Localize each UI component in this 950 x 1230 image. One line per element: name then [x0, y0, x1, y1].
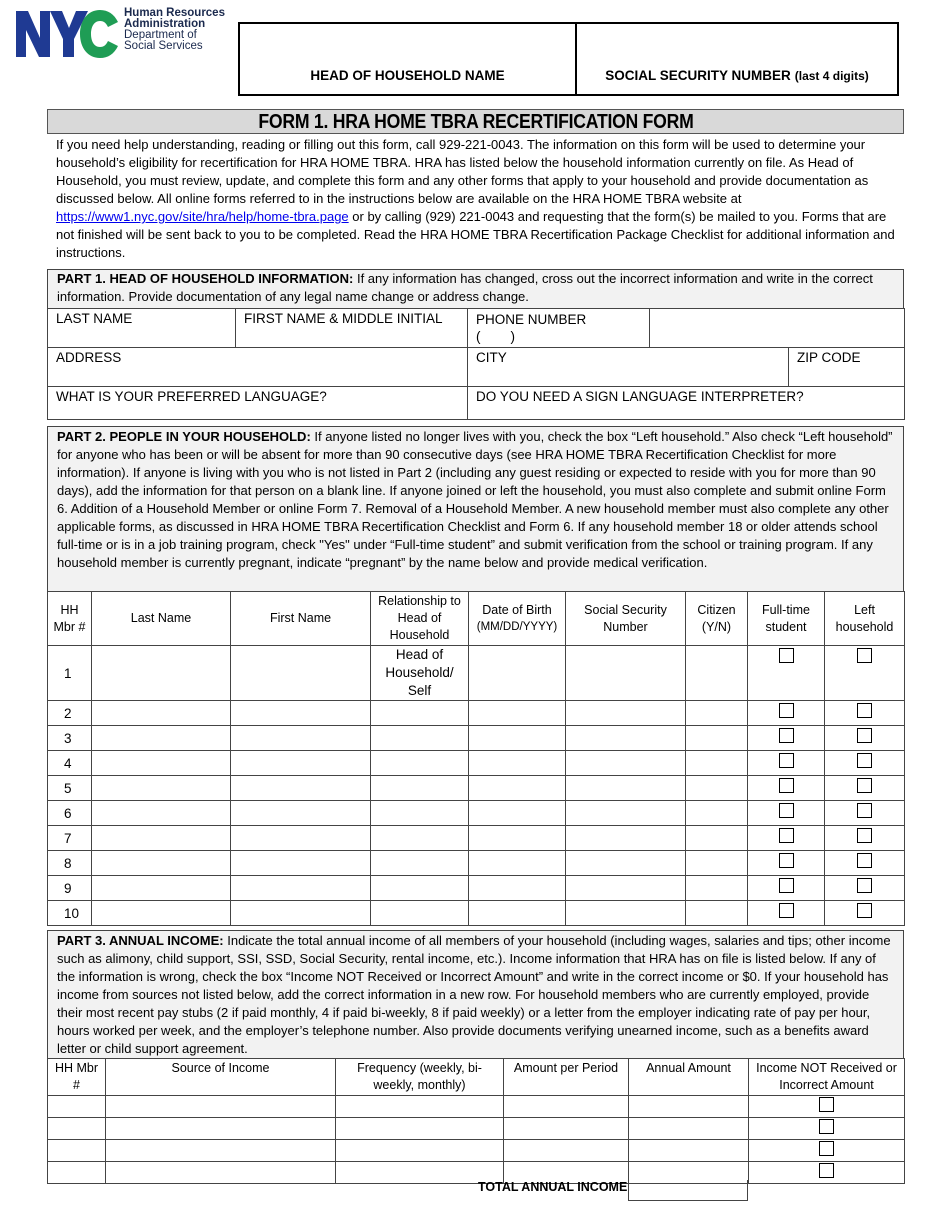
- income-not-received-checkbox[interactable]: [819, 1097, 834, 1112]
- inc-source-cell[interactable]: [106, 1140, 336, 1162]
- hra-logo: [14, 8, 229, 64]
- col-citizen-label: Citizen: [697, 602, 736, 617]
- ssn-field[interactable]: [575, 22, 899, 96]
- income-header-row: [48, 1059, 905, 1096]
- hh-mbr-number: 9: [48, 876, 92, 901]
- part2-section: [47, 426, 904, 926]
- first-name-cell[interactable]: [231, 801, 371, 826]
- inc-hh-mbr-cell[interactable]: [48, 1140, 106, 1162]
- inc-annual-cell[interactable]: [629, 1096, 749, 1118]
- last-name-label: LAST NAME: [56, 311, 133, 326]
- left-household-checkbox[interactable]: [857, 903, 872, 918]
- household-row: [48, 851, 905, 876]
- ssn-cell[interactable]: [566, 776, 686, 801]
- hh-mbr-number: 6: [48, 801, 92, 826]
- part1-heading: PART 1. HEAD OF HOUSEHOLD INFORMATION:: [57, 271, 354, 286]
- col-dob: [469, 592, 566, 646]
- part2-instructions: [47, 426, 904, 591]
- student-checkbox[interactable]: [779, 648, 794, 663]
- relationship-cell[interactable]: [371, 776, 469, 801]
- income-not-received-cell: [749, 1162, 905, 1184]
- inc-hh-mbr-cell[interactable]: [48, 1162, 106, 1184]
- hh-mbr-number: 1: [48, 646, 92, 701]
- address-label: ADDRESS: [56, 350, 122, 365]
- nyc-logo-mark: [14, 8, 120, 60]
- household-row: [48, 826, 905, 851]
- inc-col-not-received: Income NOT Received or Incorrect Amount: [749, 1059, 905, 1096]
- relationship-cell[interactable]: [371, 826, 469, 851]
- inc-frequency-cell[interactable]: [336, 1096, 504, 1118]
- left-household-checkbox-cell: [825, 726, 905, 751]
- student-checkbox[interactable]: [779, 803, 794, 818]
- left-household-checkbox-cell: [825, 701, 905, 726]
- city-label: CITY: [476, 350, 507, 365]
- inc-annual-cell[interactable]: [629, 1118, 749, 1140]
- student-checkbox[interactable]: [779, 903, 794, 918]
- col-ssn: Social Security Number: [566, 592, 686, 646]
- logo-line-1: Human Resources: [124, 7, 225, 19]
- relationship-cell[interactable]: [371, 751, 469, 776]
- ssn-cell[interactable]: [566, 701, 686, 726]
- citizen-cell[interactable]: [686, 776, 748, 801]
- ssn-label: SOCIAL SECURITY NUMBER: [605, 68, 791, 83]
- inc-amount-cell[interactable]: [504, 1140, 629, 1162]
- part3-section: [47, 930, 904, 1184]
- preferred-language-label: WHAT IS YOUR PREFERRED LANGUAGE?: [56, 389, 327, 404]
- intro-text-1: If you need help understanding, reading or filling out this form, call 929-221-0043. The information on this form will be used to determine your household’s eligibility for recertification for HRA HOME TBRA. HRA has listed below the household information currently on file. As Head of Household, you must review, update, and complete this form and any other forms that apply to your household and provide documentation as discussed below. All online forms referred to in the instructions below are available on the HRA HOME TBRA website at: [56, 137, 869, 206]
- dob-cell[interactable]: [469, 801, 566, 826]
- citizen-cell[interactable]: [686, 646, 748, 701]
- dob-cell[interactable]: [469, 851, 566, 876]
- left-household-checkbox-cell: [825, 876, 905, 901]
- left-household-checkbox-cell: [825, 901, 905, 926]
- student-checkbox-cell: [748, 901, 825, 926]
- col-hh-mbr: HH Mbr #: [48, 592, 92, 646]
- hh-mbr-number: 3: [48, 726, 92, 751]
- income-not-received-checkbox[interactable]: [819, 1141, 834, 1156]
- relationship-cell[interactable]: [371, 876, 469, 901]
- inc-hh-mbr-cell[interactable]: [48, 1096, 106, 1118]
- last-name-cell[interactable]: [92, 776, 231, 801]
- household-row: [48, 776, 905, 801]
- ssn-cell[interactable]: [566, 751, 686, 776]
- student-checkbox-cell: [748, 646, 825, 701]
- hh-mbr-number: 2: [48, 701, 92, 726]
- income-not-received-checkbox[interactable]: [819, 1163, 834, 1178]
- last-name-cell[interactable]: [92, 876, 231, 901]
- left-household-checkbox-cell: [825, 776, 905, 801]
- citizen-cell[interactable]: [686, 726, 748, 751]
- zip-code-label: ZIP CODE: [797, 350, 861, 365]
- student-checkbox[interactable]: [779, 878, 794, 893]
- col-first-name: First Name: [231, 592, 371, 646]
- hh-mbr-number: 5: [48, 776, 92, 801]
- home-tbra-link[interactable]: https://www1.nyc.gov/site/hra/help/home-tbra.page: [56, 209, 349, 224]
- household-table: [47, 591, 905, 926]
- preferred-language-field[interactable]: [48, 387, 468, 420]
- left-household-checkbox-cell: [825, 851, 905, 876]
- left-household-checkbox[interactable]: [857, 803, 872, 818]
- left-household-checkbox-cell: [825, 646, 905, 701]
- household-row: [48, 876, 905, 901]
- part1-table: [47, 308, 905, 420]
- last-name-cell[interactable]: [92, 851, 231, 876]
- intro-text-2: or by calling (929) 221-0043 and requesting that the form(s) be mailed to you. Forms that are not finished will be sent back to you to be completed. Read the HRA HOME TBRA Recertification Package Checklist for additional information and instructions.: [56, 209, 895, 260]
- first-name-cell[interactable]: [231, 826, 371, 851]
- ssn-cell[interactable]: [566, 901, 686, 926]
- household-row: [48, 701, 905, 726]
- student-checkbox[interactable]: [779, 728, 794, 743]
- student-checkbox[interactable]: [779, 828, 794, 843]
- relationship-cell[interactable]: [371, 901, 469, 926]
- left-household-checkbox[interactable]: [857, 853, 872, 868]
- income-not-received-cell: [749, 1118, 905, 1140]
- student-checkbox-cell: [748, 876, 825, 901]
- left-household-checkbox[interactable]: [857, 728, 872, 743]
- income-not-received-cell: [749, 1140, 905, 1162]
- inc-source-cell[interactable]: [106, 1162, 336, 1184]
- logo-line-4: Social Services: [124, 40, 203, 52]
- student-checkbox-cell: [748, 701, 825, 726]
- household-row: [48, 646, 905, 701]
- col-citizen: [686, 592, 748, 646]
- inc-source-cell[interactable]: [106, 1096, 336, 1118]
- col-relationship: Relationship to Head of Household: [371, 592, 469, 646]
- total-annual-income-label: TOTAL ANNUAL INCOME: [478, 1180, 628, 1194]
- col-citizen-format: (Y/N): [701, 619, 732, 634]
- inc-source-cell[interactable]: [106, 1118, 336, 1140]
- inc-annual-cell[interactable]: [629, 1140, 749, 1162]
- col-left: Left household: [825, 592, 905, 646]
- dob-cell[interactable]: [469, 646, 566, 701]
- student-checkbox[interactable]: [779, 753, 794, 768]
- dob-cell[interactable]: [469, 701, 566, 726]
- income-not-received-checkbox[interactable]: [819, 1119, 834, 1134]
- dob-cell[interactable]: [469, 876, 566, 901]
- student-checkbox[interactable]: [779, 853, 794, 868]
- ssn-cell[interactable]: [566, 876, 686, 901]
- part1-instructions: [47, 269, 904, 308]
- left-household-checkbox[interactable]: [857, 753, 872, 768]
- logo-line-2: Administration: [124, 18, 206, 30]
- part2-heading: PART 2. PEOPLE IN YOUR HOUSEHOLD:: [57, 429, 311, 444]
- phone-number-field[interactable]: [468, 309, 650, 348]
- inc-col-source: Source of Income: [106, 1059, 336, 1096]
- first-name-cell[interactable]: [231, 901, 371, 926]
- hh-mbr-number: 4: [48, 751, 92, 776]
- relationship-cell[interactable]: [371, 726, 469, 751]
- relationship-cell[interactable]: [371, 851, 469, 876]
- first-name-field[interactable]: [236, 309, 468, 348]
- ssn-note: (last 4 digits): [794, 69, 869, 83]
- income-row: [48, 1096, 905, 1118]
- citizen-cell[interactable]: [686, 751, 748, 776]
- household-row: [48, 801, 905, 826]
- citizen-cell[interactable]: [686, 876, 748, 901]
- phone-area-code: ( ): [476, 329, 515, 344]
- head-of-household-name-label: HEAD OF HOUSEHOLD NAME: [310, 68, 505, 83]
- col-dob-label: Date of Birth: [482, 602, 552, 617]
- first-name-cell[interactable]: [231, 751, 371, 776]
- relationship-cell[interactable]: Head of Household/ Self: [371, 646, 469, 701]
- phone-number-label: PHONE NUMBER: [476, 312, 587, 327]
- ssn-cell[interactable]: [566, 801, 686, 826]
- logo-text: [124, 8, 225, 52]
- part3-text: Indicate the total annual income of all members of your household (including wages, salaries and tips; other income such as alimony, child support, SSI, SSD, Social Security, rental income, etc.). Income information that HRA has on file is listed below. If any of the information is wrong, check the box “Income NOT Received or Incorrect Amount” and write in the correct income or $0. If your household has income from sources not listed below, add the correct information in a new row. For household members who are currently employed, provide their most recent pay stubs (2 if paid monthly, 4 if paid bi-weekly, 8 if paid weekly) or a letter from the employer indicating rate of pay per hour, hours worked per week, and the employer’s telephone number. Also provide documents verifying unearned income, such as a benefits award letter or child support agreement.: [57, 933, 891, 1056]
- part3-heading: PART 3. ANNUAL INCOME:: [57, 933, 224, 948]
- zip-code-field[interactable]: [789, 348, 905, 387]
- first-name-cell[interactable]: [231, 876, 371, 901]
- phone-number-value[interactable]: [650, 309, 905, 348]
- first-name-cell[interactable]: [231, 701, 371, 726]
- income-row: [48, 1140, 905, 1162]
- sign-language-field[interactable]: [468, 387, 905, 420]
- dob-cell[interactable]: [469, 901, 566, 926]
- form-title: [47, 109, 904, 134]
- inc-amount-cell[interactable]: [504, 1118, 629, 1140]
- part3-instructions: [47, 930, 904, 1058]
- relationship-cell[interactable]: [371, 701, 469, 726]
- ssn-cell[interactable]: [566, 826, 686, 851]
- hh-mbr-number: 10: [48, 901, 92, 926]
- student-checkbox-cell: [748, 851, 825, 876]
- student-checkbox-cell: [748, 751, 825, 776]
- ssn-cell[interactable]: [566, 646, 686, 701]
- dob-cell[interactable]: [469, 826, 566, 851]
- part1-section: [47, 269, 904, 420]
- inc-frequency-cell[interactable]: [336, 1118, 504, 1140]
- citizen-cell[interactable]: [686, 701, 748, 726]
- part1-text: If any information has changed, cross out the incorrect information and write in the correct information. Provide documentation of any legal name change or address change.: [57, 271, 873, 304]
- address-field[interactable]: [48, 348, 468, 387]
- household-row: [48, 901, 905, 926]
- form-title-text: FORM 1. HRA HOME TBRA RECERTIFICATION FORM: [257, 110, 694, 133]
- dob-cell[interactable]: [469, 751, 566, 776]
- inc-col-frequency: Frequency (weekly, bi-weekly, monthly): [336, 1059, 504, 1096]
- first-name-cell[interactable]: [231, 646, 371, 701]
- sign-language-label: DO YOU NEED A SIGN LANGUAGE INTERPRETER?: [476, 389, 804, 404]
- left-household-checkbox[interactable]: [857, 648, 872, 663]
- student-checkbox-cell: [748, 826, 825, 851]
- citizen-cell[interactable]: [686, 901, 748, 926]
- left-household-checkbox[interactable]: [857, 828, 872, 843]
- first-name-cell[interactable]: [231, 726, 371, 751]
- last-name-field[interactable]: [48, 309, 236, 348]
- citizen-cell[interactable]: [686, 851, 748, 876]
- left-household-checkbox-cell: [825, 826, 905, 851]
- student-checkbox-cell: [748, 776, 825, 801]
- inc-col-annual: Annual Amount: [629, 1059, 749, 1096]
- total-annual-income-field[interactable]: [628, 1180, 748, 1201]
- col-last-name: Last Name: [92, 592, 231, 646]
- left-household-checkbox[interactable]: [857, 878, 872, 893]
- citizen-cell[interactable]: [686, 801, 748, 826]
- inc-hh-mbr-cell[interactable]: [48, 1118, 106, 1140]
- left-household-checkbox[interactable]: [857, 703, 872, 718]
- income-not-received-cell: [749, 1096, 905, 1118]
- part2-text: If anyone listed no longer lives with you, check the box “Left household.” Also check “Left household” for anyone who has been or will be absent for more than 90 consecutive days (see HRA HOME TBRA Recertification Checklist for more information). If anyone is living with you who is not listed in Part 2 (including any guest residing or expected to reside with you for more than 90 days), add the information for that person on a blank line. If anyone joined or left the household, you must also complete and submit online Form 6. Addition of a Household Member or online Form 7. Removal of a Household Member. A new household member must also complete any other applicable forms, as discussed in HRA HOME TBRA Recertification Checklist and Form 6. If any household member 18 or older attends school full-time or is in a job training program, check "Yes" under “Full-time student” and submit verification from the school or training program. If any household member is currently pregnant, indicate “pregnant” by the name below and provide medical verification.: [57, 429, 893, 570]
- last-name-cell[interactable]: [92, 801, 231, 826]
- hh-mbr-number: 8: [48, 851, 92, 876]
- last-name-cell[interactable]: [92, 901, 231, 926]
- student-checkbox[interactable]: [779, 703, 794, 718]
- col-dob-format: (MM/DD/YYYY): [476, 620, 558, 633]
- first-name-cell[interactable]: [231, 851, 371, 876]
- dob-cell[interactable]: [469, 726, 566, 751]
- income-table: [47, 1058, 905, 1184]
- ssn-cell[interactable]: [566, 726, 686, 751]
- last-name-cell[interactable]: [92, 646, 231, 701]
- inc-frequency-cell[interactable]: [336, 1140, 504, 1162]
- col-student: Full-time student: [748, 592, 825, 646]
- household-header-row: [48, 592, 905, 646]
- ssn-cell[interactable]: [566, 851, 686, 876]
- inc-amount-cell[interactable]: [504, 1096, 629, 1118]
- inc-col-hh-mbr: HH Mbr #: [48, 1059, 106, 1096]
- household-row: [48, 751, 905, 776]
- logo-line-3: Department of: [124, 29, 197, 41]
- income-row: [48, 1118, 905, 1140]
- student-checkbox[interactable]: [779, 778, 794, 793]
- household-row: [48, 726, 905, 751]
- left-household-checkbox-cell: [825, 801, 905, 826]
- city-field[interactable]: [468, 348, 789, 387]
- dob-cell[interactable]: [469, 776, 566, 801]
- income-row: [48, 1162, 905, 1184]
- student-checkbox-cell: [748, 801, 825, 826]
- last-name-cell[interactable]: [92, 751, 231, 776]
- citizen-cell[interactable]: [686, 826, 748, 851]
- intro-paragraph: [56, 136, 898, 262]
- left-household-checkbox-cell: [825, 751, 905, 776]
- head-of-household-name-field[interactable]: [238, 22, 577, 96]
- inc-col-amount: Amount per Period: [504, 1059, 629, 1096]
- first-name-cell[interactable]: [231, 776, 371, 801]
- left-household-checkbox[interactable]: [857, 778, 872, 793]
- student-checkbox-cell: [748, 726, 825, 751]
- last-name-cell[interactable]: [92, 726, 231, 751]
- last-name-cell[interactable]: [92, 701, 231, 726]
- hh-mbr-number: 7: [48, 826, 92, 851]
- first-name-label: FIRST NAME & MIDDLE INITIAL: [244, 311, 443, 326]
- last-name-cell[interactable]: [92, 826, 231, 851]
- relationship-cell[interactable]: [371, 801, 469, 826]
